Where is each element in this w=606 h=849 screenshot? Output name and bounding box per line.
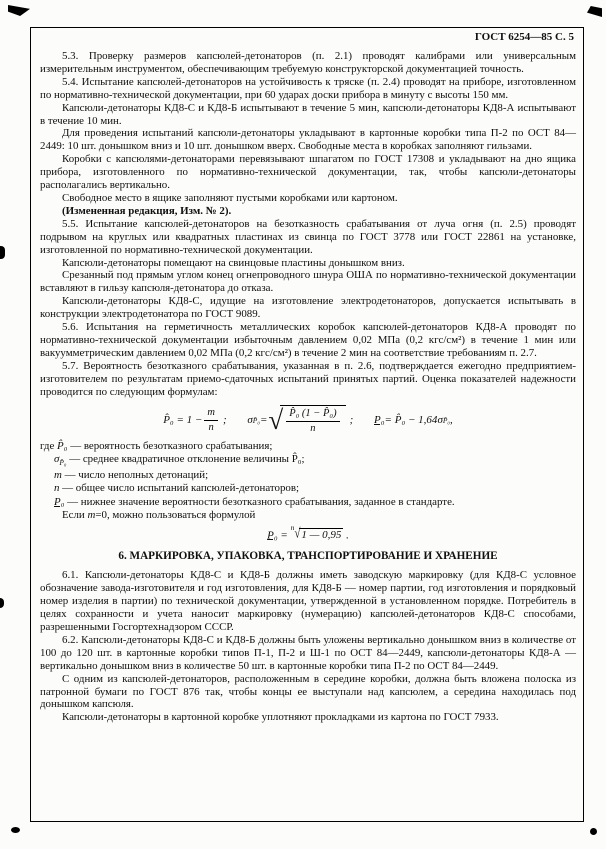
definition-lead: Если — [62, 508, 88, 521]
sigma-subscript: P̂₀ — [252, 415, 260, 425]
scan-artifact-left-edge — [0, 598, 4, 608]
paragraph: Коробки с капсюлями-детонаторами перевязывают шпагатом по ГОСТ 17308 и укладывают на дно ящика прибора, изготовленного по нормативно-технической документации, так, чтобы капсюли-детонаторы располагались вертикально. — [40, 153, 576, 192]
formula-separator: , — [450, 414, 453, 427]
paragraph: Капсюли-детонаторы помещают на свинцовые пластины донышком вниз. — [62, 256, 405, 269]
paragraph: С одним из капсюлей-детонаторов, расположенным в середине коробки, должна быть вложена полоска из патронной бумаги по ГОСТ 876 так, чтобы концы ее выступали над капсюлем, а середина находилась под донышком капсюля. — [40, 672, 576, 711]
formula-rhs: = P̂₀ − 1,64 — [384, 414, 438, 427]
definition-line — [40, 469, 576, 482]
root-index: n — [290, 522, 295, 532]
final-formula — [40, 522, 576, 542]
definition-symbol: P̂₀ — [57, 439, 68, 452]
fraction-denominator: n — [310, 423, 316, 435]
radical-sign: √ — [268, 404, 284, 435]
formula-lhs: P̂₀ = 1 − — [163, 414, 203, 427]
formula-separator: . — [343, 529, 349, 542]
definition-line — [40, 440, 576, 453]
paragraph: Срезанный под прямым углом конец огнепроводного шнура ОША по нормативно-технической документации вставляют в гильзу капсюля-детонатора до отказа. — [40, 269, 576, 295]
fraction-denominator: n — [208, 421, 214, 433]
formula-separator: ; — [349, 414, 354, 427]
fraction-numerator: m — [204, 407, 218, 421]
paragraph: Капсюли-детонаторы КД8-С и КД8-Б испытывают в течение 5 мин, капсюли-детонаторы КД8-А испытывают в течение 10 мин. — [40, 101, 576, 127]
paragraph-5-4: 5.4. Испытание капсюлей-детонаторов на устойчивость к тряске (п. 2.4) проводят на приборе, изготовленном по нормативно-технической документации, при 60 ударах доски прибора в минуту с высоты 150 мм. — [40, 75, 576, 101]
definition-text: — вероятность безотказного срабатывания; — [67, 439, 273, 452]
fraction — [286, 408, 339, 435]
radicand: 1 — 0,95 — [301, 529, 342, 542]
radical-sign: √ — [294, 526, 301, 542]
scan-artifact-bottom-left — [11, 827, 20, 833]
equals-sign: = — [277, 529, 291, 542]
definition-text: — число неполных детонаций; — [61, 469, 209, 482]
definition-lead: где — [40, 439, 58, 452]
sigma-symbol: σ — [247, 414, 253, 427]
scan-artifact-top-right — [587, 6, 602, 17]
section-6-heading: 6. МАРКИРОВКА, УПАКОВКА, ТРАНСПОРТИРОВАНИЕ И ХРАНЕНИЕ — [118, 550, 498, 563]
definition-symbol: n — [54, 482, 60, 495]
definition-text: =0, можно пользоваться формулой — [95, 508, 256, 521]
paragraph: Капсюли-детонаторы в картонной коробке уплотняют прокладками из картона по ГОСТ 7933. — [62, 711, 499, 724]
definition-symbol-subscript: P̂₀ — [59, 458, 67, 468]
page-content — [40, 31, 576, 724]
paragraph-5-5: 5.5. Испытание капсюлей-детонаторов на безотказность срабатывания от луча огня (п. 2.5) проводят подрывом на круглых или квадратных пластинах из свинца по ГОСТ 3778 или ГОСТ 22861 на установке, изготовленной по нормативно-технической документации. — [40, 217, 576, 256]
paragraph-5-3: 5.3. Проверку размеров капсюлей-детонаторов (п. 2.1) проводят калибрами или универсальным измерительным инструментом, обеспечивающим требуемую конструкторской документацией точность. — [40, 50, 576, 75]
formula-separator: ; — [222, 414, 227, 427]
sigma-subscript: P̂₀ — [442, 415, 451, 425]
formula-lhs-underlined: P₀ — [267, 529, 278, 542]
paragraph: Для проведения испытаний капсюли-детонаторы укладывают в картонные коробки типа П-2 по ОСТ 84—2449: 10 шт. донышком вниз и 10 шт. донышком вверх. Свободные места в коробках заполняют гильзами. — [40, 127, 576, 153]
fraction-numerator: P̂₀ (1 − P̂₀) — [286, 408, 339, 422]
formula-sigma — [247, 405, 353, 435]
reliability-formulas — [40, 405, 576, 435]
gost-reference-header: ГОСТ 6254—85 С. 5 — [474, 31, 574, 43]
amended-revision-note: (Измененная редакция, Изм. № 2). — [62, 204, 232, 217]
scan-artifact-bottom-right — [590, 828, 597, 835]
definition-line — [40, 453, 576, 469]
paragraph: Свободное место в ящике заполняют пустыми коробками или картоном. — [62, 191, 398, 204]
sigma-symbol: σ — [437, 414, 443, 427]
scan-artifact-left-edge — [0, 246, 5, 259]
definition-text: — общее число испытаний капсюлей-детонаторов; — [59, 482, 300, 495]
definition-symbol: m — [54, 469, 62, 482]
paragraph-5-7: 5.7. Вероятность безотказного срабатывания, указанная в п. 2.6, подтверждается ежегодно предприятием-изготовителем по результатам приемо-сдаточных испытаний принятых партий. Оценка показателей надежности проводится по следующим формулам: — [40, 359, 576, 398]
scan-artifact-top-left — [8, 5, 30, 16]
definition-text: — нижнее значение вероятности безотказного срабатывания, заданное в стандарте. — [64, 495, 455, 508]
formula-p0-estimate — [163, 407, 226, 434]
definition-symbol: σ — [54, 453, 60, 466]
formula-p0-lower — [374, 414, 453, 426]
fraction — [204, 407, 218, 434]
paragraph-5-6: 5.6. Испытания на герметичность металлических коробок капсюлей-детонаторов КД8-А проводят по нормативно-технической документации избыточным давлением 0,02 МПа (0,2 кгс/см²) в течение 1 мин или вакуумметрическим давлением 0,02 МПа (0,2 кгс/см²) в течение 2 мин на соответствие требованиям п. 2.7. — [40, 321, 576, 359]
square-root — [268, 405, 345, 435]
paragraph-6-2: 6.2. Капсюли-детонаторы КД8-С и КД8-Б должны быть уложены вертикально донышком вниз в количестве от 100 до 120 шт. в картонные коробки типов П-1, П-2 и Ш-1 по ОСТ 84—2449, капсюли-детонаторы КД8-А — вертикально донышком вниз в количестве 50 шт. в картонные коробки типа П-2 по ОСТ 84—2449. — [40, 633, 576, 672]
formula-lhs-underlined: P₀ — [374, 414, 385, 427]
definition-line — [40, 509, 576, 522]
definition-text: — среднее квадратичное отклонение величины P̂₀; — [66, 453, 305, 466]
formula-definitions — [40, 440, 576, 522]
definition-line — [40, 496, 576, 509]
equals-sign: = — [259, 414, 268, 427]
definition-symbol: m — [87, 508, 96, 521]
definition-symbol: P₀ — [54, 495, 65, 508]
definition-line — [40, 482, 576, 495]
radicand — [280, 405, 345, 435]
paragraph: Капсюли-детонаторы КД8-С, идущие на изготовление электродетонаторов, допускается испытывать в конструкции электродетонатора по ГОСТ 9089. — [40, 295, 576, 321]
paragraph-6-1: 6.1. Капсюли-детонаторы КД8-С и КД8-Б должны иметь заводскую маркировку (для КД8-С условное обозначение завода-изготовителя и год изготовления, для КД8-Б — номер партии, год изготовления и порядковый номер изделия в партии) по технической документации, утвержденной в установленном порядке. Потребитель в целях сохранности и учета наносит маркировку (нумерацию) капсюлей-детонаторов КД8-С способами, разрешенными Госгортехнадзором СССР. — [40, 569, 576, 633]
